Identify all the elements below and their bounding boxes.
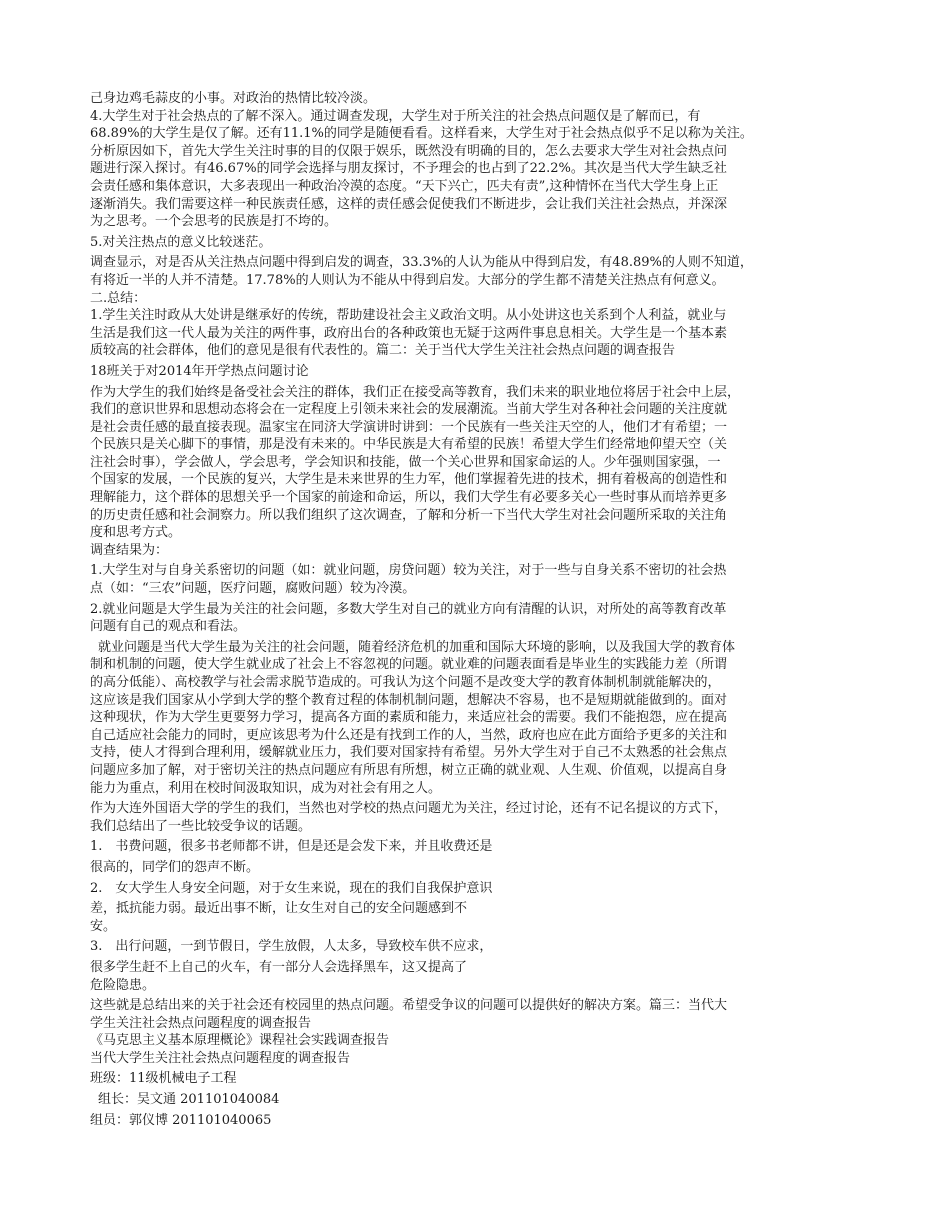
text-line: 这种现状，作为大学生更要努力学习，提高各方面的素质和能力，来适应社会的需要。我们不能抱怨，应在提高 bbox=[90, 710, 728, 726]
text-line: 能力为重点，利用在校时间汲取知识，成为对社会有用之人。 bbox=[90, 780, 442, 796]
text-line: 组长：吴文通 201101040084 bbox=[98, 1092, 280, 1108]
text-line: 理解能力，这个群体的思想关乎一个国家的前途和命运，所以，我们大学生有必要多关心一些时事从而培养更多 bbox=[90, 490, 728, 506]
text-line: 《马克思主义基本原理概论》课程社会实践调查报告 bbox=[90, 1033, 390, 1049]
text-line: 班级：11级机械电子工程 bbox=[90, 1071, 237, 1087]
text-line: 很高的，同学们的怨声不断。 bbox=[90, 859, 260, 875]
text-line: 很多学生赶不上自己的火车，有一部分人会选择黑车，这又提高了 bbox=[90, 959, 468, 975]
text-line: 1.大学生对与自身关系密切的问题（如：就业问题，房贷问题）较为关注，对于一些与自身关系不密切的社会热 bbox=[90, 563, 727, 579]
text-line: 3. 出行问题，一到节假日，学生放假，人太多，导致校车供不应求， bbox=[90, 939, 493, 955]
text-line: 1. 书费问题，很多书老师都不讲，但是还是会发下来，并且收费还是 bbox=[90, 839, 493, 855]
text-line: 学生关注社会热点问题程度的调查报告 bbox=[90, 1015, 312, 1031]
text-line: 支持，使人才得到合理利用，缓解就业压力，我们要对国家持有希望。另外大学生对于自己不太熟悉的社会焦点 bbox=[90, 745, 728, 761]
text-line: 我们的意识世界和思想动态将会在一定程度上引领未来社会的发展潮流。当前大学生对各种社会问题的关注度就 bbox=[90, 402, 728, 418]
text-line: 4.大学生对于社会热点的了解不深入。通过调查发现，大学生对于所关注的社会热点问题仅是了解而已，有 bbox=[90, 108, 701, 124]
text-line: 度和思考方式。 bbox=[90, 525, 182, 541]
text-line: 就业问题是当代大学生最为关注的社会问题，随着经济危机的加重和国际大环境的影响，以及我国大学的教育体 bbox=[98, 639, 736, 655]
document-body bbox=[90, 90, 865, 1129]
text-line: 我们总结出了一些比较受争议的话题。 bbox=[90, 818, 312, 834]
text-line: 安。 bbox=[90, 918, 117, 934]
text-line: 个民族只是关心脚下的事情，那是没有未来的。中华民族是大有希望的民族！希望大学生们经常地仰望天空（关 bbox=[90, 437, 728, 453]
text-line: 问题有自己的观点和看法。 bbox=[90, 619, 247, 635]
text-line: 调查结果为： bbox=[90, 542, 169, 558]
text-line: 18班关于对2014年开学热点问题讨论 bbox=[90, 363, 309, 379]
text-line: 生活是我们这一代人最为关注的两件事，政府出台的各种政策也无疑于这两件事息息相关。大学生是一个基本素 bbox=[90, 325, 728, 341]
text-line: 调查显示，对是否从关注热点问题中得到启发的调查，33.3%的人认为能从中得到启发，有48.89%的人则不知道， bbox=[90, 255, 753, 271]
text-line: 危险隐患。 bbox=[90, 977, 156, 993]
text-line: 这应该是我们国家从小学到大学的整个教育过程的体制机制问题，想解决不容易，也不是短期就能做到的。面对 bbox=[90, 692, 728, 708]
text-line: 点（如：“三农”问题，医疗问题，腐败问题）较为冷漠。 bbox=[90, 581, 416, 597]
text-line: 会责任感和集体意识，大多表现出一种政治冷漠的态度。“天下兴亡，匹夫有责”,这种情怀在当代大学生身上正 bbox=[90, 178, 719, 194]
text-line: 有将近一半的人并不清楚。17.78%的人则认为不能从中得到启发。大部分的学生都不清楚关注热点有何意义。 bbox=[90, 272, 725, 288]
text-line: 68.89%的大学生是仅了解。还有11.1%的同学是随便看看。这样看来，大学生对于社会热点似乎不足以称为关注。 bbox=[90, 126, 753, 142]
text-line: 制和机制的问题，使大学生就业成了社会上不容忽视的问题。就业难的问题表面看是毕业生的实践能力差（所谓 bbox=[90, 657, 728, 673]
text-line: 的高分低能）、高校教学与社会需求脱节造成的。可我认为这个问题不是改变大学的教育体制机制就能解决的， bbox=[90, 675, 721, 690]
text-line: 1.学生关注时政从大处讲是继承好的传统，帮助建设社会主义政治文明。从小处讲这也关系到个人利益，就业与 bbox=[90, 308, 727, 324]
text-line: 2.就业问题是大学生最为关注的社会问题，多数大学生对自己的就业方向有清醒的认识，对所处的高等教育改革 bbox=[90, 601, 727, 617]
text-line: 是社会责任感的最直接表现。温家宝在同济大学演讲时讲到：一个民族有一些关注天空的人，他们才有希望；一 bbox=[90, 419, 728, 435]
text-line: 当代大学生关注社会热点问题程度的调查报告 bbox=[90, 1050, 351, 1066]
text-line: 分析原因如下，首先大学生关注时事的目的仅限于娱乐，既然没有明确的目的，怎么去要求大学生对社会热点问 bbox=[90, 143, 728, 159]
text-line: 题进行深入探讨。有46.67%的同学会选择与朋友探讨，不予理会的也占到了22.2%。其次是当代大学生缺乏社 bbox=[90, 161, 727, 177]
text-line: 作为大学生的我们始终是备受社会关注的群体，我们正在接受高等教育，我们未来的职业地位将居于社会中上层， bbox=[90, 384, 741, 400]
text-line: 为之思考。一个会思考的民族是打不垮的。 bbox=[90, 214, 338, 230]
text-line: 的历史责任感和社会洞察力。所以我们组织了这次调查，了解和分析一下当代大学生对社会问题所采取的关注角 bbox=[90, 507, 728, 523]
text-line: 逐渐消失。我们需要这样一种民族责任感，这样的责任感会促使我们不断进步，会让我们关注社会热点，并深深 bbox=[90, 196, 728, 212]
text-line: 作为大连外国语大学的学生的我们，当然也对学校的热点问题尤为关注，经过讨论，还有不记名提议的方式下， bbox=[90, 801, 728, 817]
text-line: 5.对关注热点的意义比较迷茫。 bbox=[90, 234, 272, 250]
text-line: 注社会时事），学会做人，学会思考，学会知识和技能，做一个关心世界和国家命运的人。少年强则国家强，一 bbox=[90, 454, 721, 470]
text-line: 问题应多加了解，对于密切关注的热点问题应有所思有所想，树立正确的就业观、人生观、价值观，以提高自身 bbox=[90, 762, 728, 778]
text-line: 差，抵抗能力弱。最近出事不断，让女生对自己的安全问题感到不 bbox=[90, 901, 468, 917]
text-line: 这些就是总结出来的关于社会还有校园里的热点问题。希望受争议的问题可以提供好的解决方案。篇三：当代大 bbox=[90, 998, 728, 1014]
text-line: 个国家的发展，一个民族的复兴，大学生是未来世界的生力军，他们掌握着先进的技术，拥有着极高的创造性和 bbox=[90, 472, 728, 488]
text-line: 2. 女大学生人身安全问题，对于女生来说，现在的我们自我保护意识 bbox=[90, 880, 493, 896]
text-line: 二.总结： bbox=[90, 290, 147, 306]
text-line: 自己适应社会能力的同时，更应该思考为什么还是有找到工作的人，当然，政府也应在此方面给予更多的关注和 bbox=[90, 727, 728, 743]
text-line: 组员：郭仪博 201101040065 bbox=[90, 1112, 272, 1128]
text-line: 质较高的社会群体，他们的意见是很有代表性的。篇二：关于当代大学生关注社会热点问题的调查报告 bbox=[90, 343, 676, 359]
text-line: 己身边鸡毛蒜皮的小事。对政治的热情比较冷淡。 bbox=[90, 91, 377, 106]
